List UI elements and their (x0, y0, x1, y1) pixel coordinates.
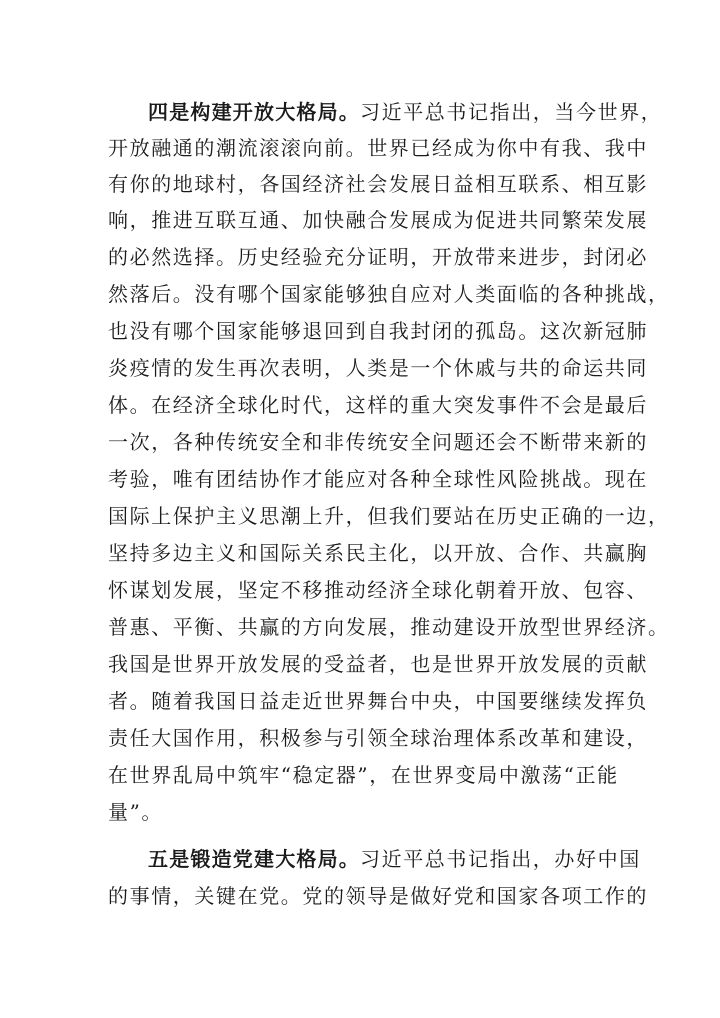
paragraph-1-line-9: 体。在经济全球化时代，这样的重大突发事件不会是最后 (108, 393, 648, 417)
paragraph-1-line-11: 考验，唯有团结协作才能应对各种全球性风险挑战。现在 (108, 467, 648, 491)
paragraph-1-line-15: 普惠、平衡、共赢的方向发展，推动建设开放型世界经济。 (108, 615, 670, 639)
paragraph-1-line-4: 响，推进互联互通、加快融合发展成为促进共同繁荣发展 (108, 208, 648, 232)
paragraph-1-line-1 (148, 100, 662, 124)
paragraph-1-line-7: 也没有哪个国家能够退回到自我封闭的孤岛。这次新冠肺 (108, 319, 648, 343)
paragraph-1-line-12: 国际上保护主义思潮上升，但我们要站在历史正确的一边， (108, 504, 670, 528)
paragraph-1-line-17: 者。随着我国日益走近世界舞台中央，中国要继续发挥负 (108, 689, 648, 713)
paragraph-1-line-6: 然落后。没有哪个国家能够独自应对人类面临的各种挑战， (108, 282, 670, 306)
paragraph-2-heading: 五是锻造党建大格局。 (148, 847, 360, 871)
paragraph-1-heading: 四是构建开放大格局。 (148, 100, 360, 124)
paragraph-1-line-16: 我国是世界开放发展的受益者，也是世界开放发展的贡献 (108, 652, 648, 676)
paragraph-1-line-19: 在世界乱局中筑牢“稳定器”，在世界变局中激荡“正能 (108, 763, 619, 787)
paragraph-1-line-2: 开放融通的潮流滚滚向前。世界已经成为你中有我、我中 (108, 136, 648, 160)
paragraph-1-line-18: 责任大国作用，积极参与引领全球治理体系改革和建设， (108, 726, 648, 750)
paragraph-1-line-14: 怀谋划发展，坚定不移推动经济全球化朝着开放、包容、 (108, 578, 648, 602)
paragraph-1-line-3: 有你的地球村，各国经济社会发展日益相互联系、相互影 (108, 172, 648, 196)
paragraph-1-text: 习近平总书记指出，当今世界， (360, 100, 663, 124)
paragraph-1-line-13: 坚持多边主义和国际关系民主化，以开放、合作、共赢胸 (108, 541, 648, 565)
paragraph-1-line-10: 一次，各种传统安全和非传统安全问题还会不断带来新的 (108, 430, 648, 454)
paragraph-1-line-5: 的必然选择。历史经验充分证明，开放带来进步，封闭必 (108, 245, 648, 269)
paragraph-2-line-2: 的事情，关键在党。党的领导是做好党和国家各项工作的 (108, 884, 648, 908)
paragraph-2-line-1 (148, 847, 641, 871)
paragraph-1-line-20: 量”。 (108, 800, 164, 824)
paragraph-2-text: 习近平总书记指出，办好中国 (360, 847, 641, 871)
paragraph-1-line-8: 炎疫情的发生再次表明，人类是一个休戚与共的命运共同 (108, 356, 648, 380)
